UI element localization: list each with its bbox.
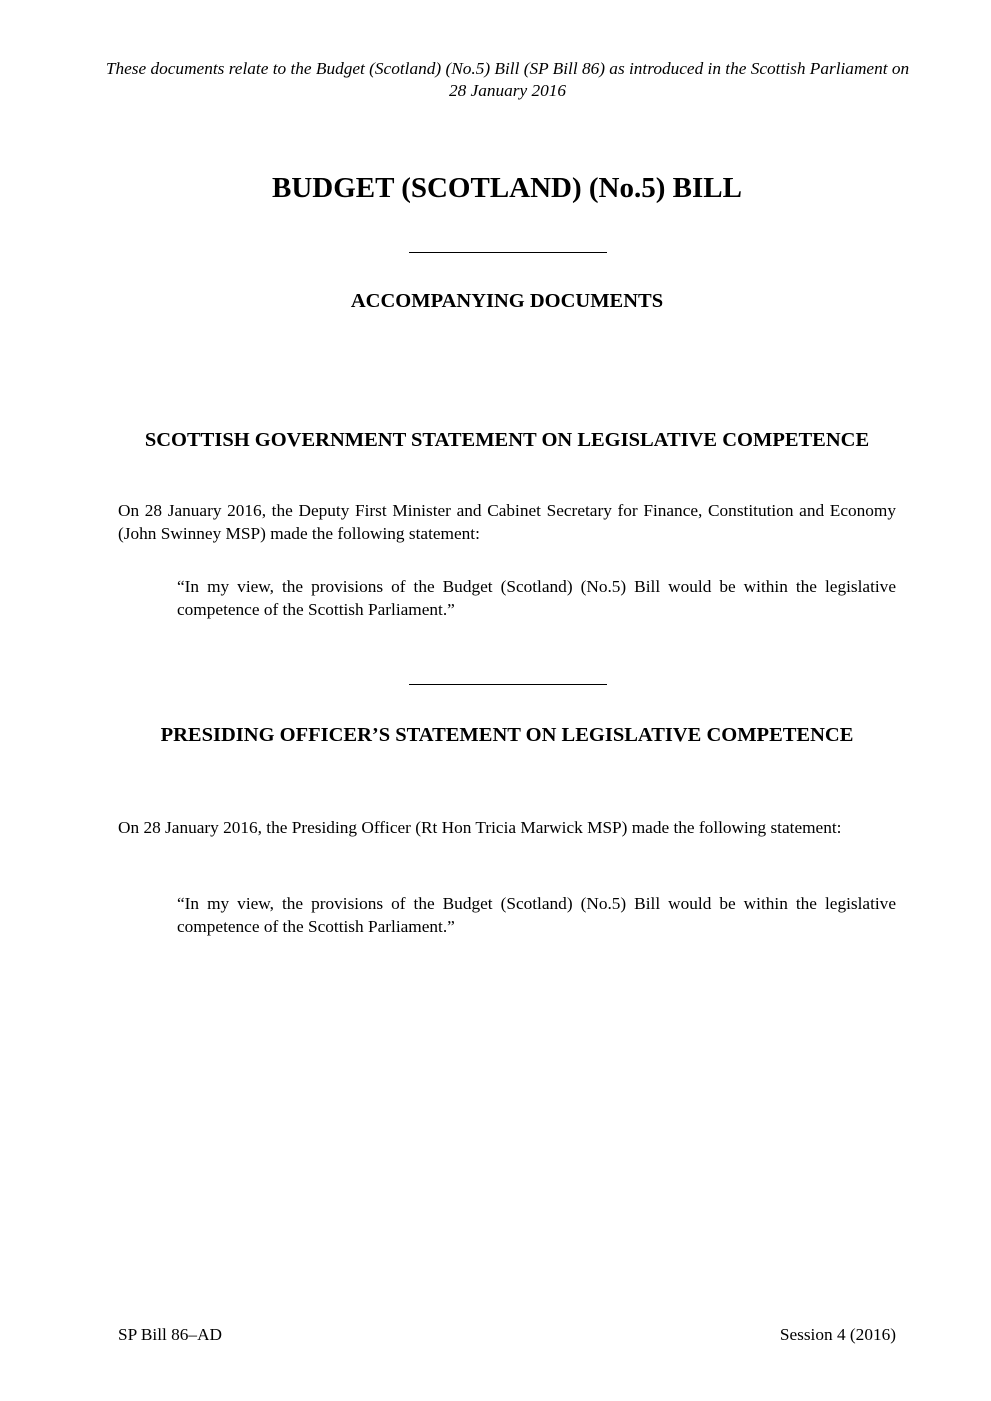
document-title: BUDGET (SCOTLAND) (No.5) BILL — [272, 172, 742, 204]
section-paragraph-presiding-officer: On 28 January 2016, the Presiding Officer (Rt Hon Tricia Marwick MSP) made the following statement: — [118, 818, 842, 837]
document-subtitle: ACCOMPANYING DOCUMENTS — [350, 290, 664, 312]
divider-rule — [409, 684, 607, 685]
intro-note: These documents relate to the Budget (Scotland) (No.5) Bill (SP Bill 86) as introduced in the Scottish Parliament on 28 January 2016 — [105, 59, 910, 100]
page-footer — [118, 1324, 896, 1346]
footer-session: Session 4 (2016) — [779, 1325, 896, 1344]
section-heading-government: SCOTTISH GOVERNMENT STATEMENT ON LEGISLATIVE COMPETENCE — [144, 429, 870, 451]
section-paragraph-government: On 28 January 2016, the Deputy First Minister and Cabinet Secretary for Finance, Constitution and Economy (John Swinney MSP) made the following statement: — [118, 501, 896, 543]
section-quote-presiding-officer: “In my view, the provisions of the Budget (Scotland) (No.5) Bill would be within the legislative competence of the Scottish Parliament.” — [177, 894, 896, 936]
section-quote-government: “In my view, the provisions of the Budget (Scotland) (No.5) Bill would be within the legislative competence of the Scottish Parliament.” — [177, 577, 896, 619]
section-heading-presiding-officer: PRESIDING OFFICER’S STATEMENT ON LEGISLATIVE COMPETENCE — [160, 724, 854, 746]
divider-rule — [409, 252, 607, 253]
footer-bill-reference: SP Bill 86–AD — [118, 1325, 223, 1344]
